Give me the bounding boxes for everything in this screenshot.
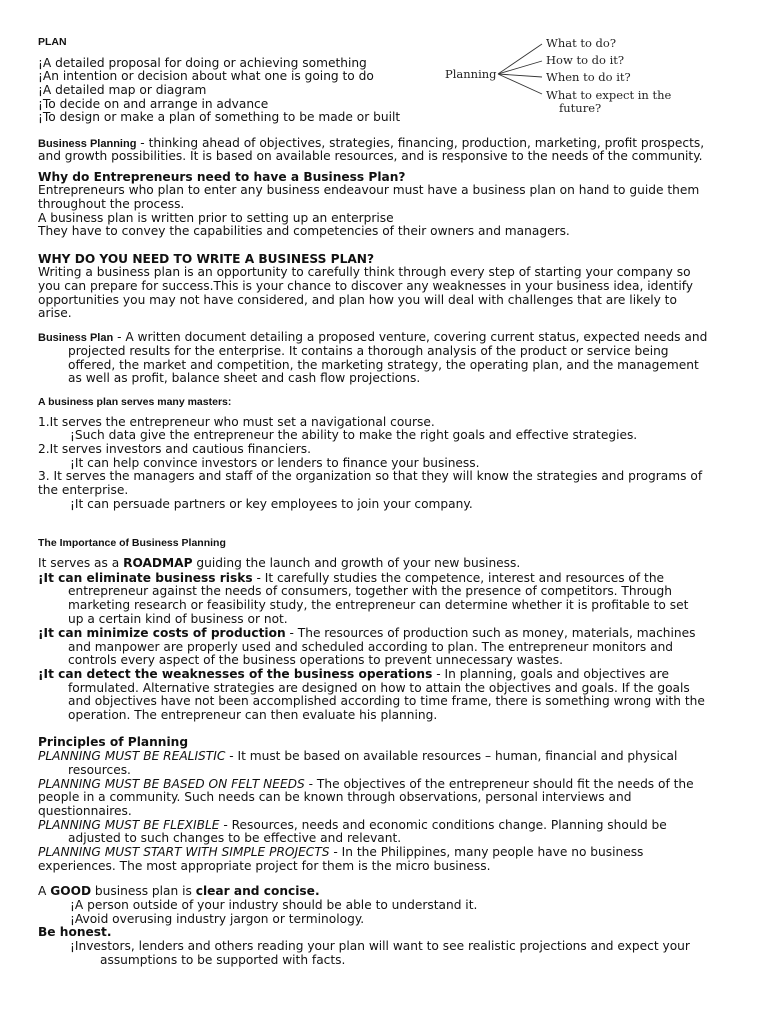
good-mid: business plan is [91,884,196,898]
roadmap-bold: ROADMAP [123,556,193,570]
principle-line: people in a community. Such needs can be known through observations, personal interviews and [38,790,632,804]
item-line: and manpower are properly used and scheduled according to plan. The entrepreneur monitors and [68,640,674,654]
section-heading: WHY DO YOU NEED TO WRITE A BUSINESS PLAN? [38,252,375,266]
good-plan-bullet: ¡A person outside of your industry should be able to understand it. [70,898,478,912]
plan-definition: ¡An intention or decision about what one is going to do [38,69,374,83]
term-label: Business Planning [38,138,137,150]
paragraph-line: A business plan is written prior to setting up an enterprise [38,211,394,225]
principle-text: - Resources, needs and economic conditions change. Planning should be [219,818,667,832]
paragraph-line: opportunities you may not have considered, and plan how you will deal with challenges that are likely to [38,293,677,307]
plan-definition: ¡To design or make a plan of something to be made or built [38,110,401,124]
item-text: - It carefully studies the competence, interest and resources of the [252,571,665,585]
item-line: up a certain kind of business or not. [68,612,288,626]
principle-text: - It must be based on available resources – human, financial and physical [225,749,678,763]
list-item: 1.It serves the entrepreneur who must set a navigational course. [38,415,435,429]
paragraph-line: throughout the process. [38,197,185,211]
good-a: A [38,884,51,898]
roadmap-pre: It serves as a [38,556,124,570]
item-label: ¡It can eliminate business risks [38,571,253,585]
principle-item [38,846,643,860]
section-heading: A business plan serves many masters: [38,396,232,408]
item-label: ¡It can minimize costs of production [38,626,286,640]
good-plan-bullet: ¡Avoid overusing industry jargon or terminology. [70,912,365,926]
section-heading: Principles of Planning [38,735,189,749]
plan-definition: ¡To decide on and arrange in advance [38,97,269,111]
principle-line: questionnaires. [38,804,132,818]
principle-item [38,750,677,764]
section-heading: Why do Entrepreneurs need to have a Business Plan? [38,170,406,184]
definition-line: offered, the market and competition, the marketing strategy, the operating plan, and the management [68,358,699,372]
planning-diagram-center: Planning [445,67,497,81]
honest-line: assumptions to be supported with facts. [100,953,346,967]
item-text: - In planning, goals and objectives are [432,667,669,681]
paragraph-line: arise. [38,306,72,320]
list-item: 3. It serves the managers and staff of the organization so that they will know the strategies and programs of [38,469,703,483]
item-line: controls every aspect of the business operations to prevent unnecessary wastes. [68,653,564,667]
item-label: ¡It can detect the weaknesses of the business operations [38,667,433,681]
good-plan-line [38,885,320,899]
paragraph-line: you can prepare for success.This is your chance to discover any weaknesses in your business idea, identify [38,279,694,293]
item-text: - The resources of production such as money, materials, machines [285,626,696,640]
item-line: and objectives have not been accomplished according to time frame, there is something wrong with the [68,694,705,708]
definition-text: - thinking ahead of objectives, strategies, financing, production, marketing, profit prospects, [136,136,705,150]
list-subitem: ¡Such data give the entrepreneur the ability to make the right goals and effective strategies. [70,428,638,442]
importance-item [38,668,669,682]
list-subitem: ¡It can help convince investors or lenders to finance your business. [70,456,480,470]
principle-text: - In the Philippines, many people have no business [329,845,644,859]
principle-label: PLANNING MUST BE REALISTIC [38,749,226,763]
good-bold: GOOD [50,884,92,898]
roadmap-post: guiding the launch and growth of your new business. [192,556,521,570]
list-item: the enterprise. [38,483,129,497]
diagram-branch: How to do it? [546,53,625,67]
definition-line: as well as profit, balance sheet and cash flow projections. [68,371,421,385]
roadmap-line [38,557,520,571]
paragraph-line: They have to convey the capabilities and competencies of their owners and managers. [38,224,570,238]
diagram-branch: What to expect in the [546,88,672,102]
plan-title: PLAN [38,36,67,48]
importance-item [38,627,695,641]
item-line: marketing research or feasibility study, the entrepreneur can determine whether it is profitable to set [68,598,689,612]
section-heading: The Importance of Business Planning [38,537,226,549]
plan-definition: ¡A detailed map or diagram [38,83,207,97]
principle-line: adjusted to such changes to be effective and relevant. [68,831,402,845]
diagram-branch: future? [559,101,602,115]
diagram-branch: What to do? [546,36,617,50]
list-subitem: ¡It can persuade partners or key employees to join your company. [70,497,473,511]
planning-diagram-lines [0,0,768,130]
honest-line: ¡Investors, lenders and others reading your plan will want to see realistic projections and expect your [70,939,690,953]
principle-label: PLANNING MUST BE BASED ON FELT NEEDS [38,777,305,791]
paragraph-line: Entrepreneurs who plan to enter any business endeavour must have a business plan on hand to guide them [38,183,700,197]
principle-text: - The objectives of the entrepreneur should fit the needs of the [304,777,694,791]
paragraph-line: Writing a business plan is an opportunity to carefully think through every step of starting your company so [38,265,691,279]
be-honest-heading: Be honest. [38,925,112,939]
term-label: Business Plan [38,332,114,344]
principle-line: experiences. The most appropriate project for them is the micro business. [38,859,491,873]
principle-label: PLANNING MUST START WITH SIMPLE PROJECTS [38,845,330,859]
definition-line: and growth possibilities. It is based on available resources, and is responsive to the needs of the community. [38,149,703,163]
good-clear: clear and concise. [195,884,320,898]
principle-line: resources. [68,763,131,777]
diagram-branch: When to do it? [546,70,631,84]
list-item: 2.It serves investors and cautious financiers. [38,442,311,456]
item-line: formulated. Alternative strategies are designed on how to attain the objectives and goals. If the goals [68,681,690,695]
definition-text: - A written document detailing a proposed venture, covering current status, expected needs and [113,330,708,344]
principle-label: PLANNING MUST BE FLEXIBLE [38,818,220,832]
plan-definition: ¡A detailed proposal for doing or achieving something [38,56,367,70]
definition-line: projected results for the enterprise. It contains a thorough analysis of the product or service being [68,344,669,358]
item-line: operation. The entrepreneur can then evaluate his planning. [68,708,438,722]
item-line: entrepreneur against the needs of consumers, together with the presence of competitors. Through [68,584,672,598]
